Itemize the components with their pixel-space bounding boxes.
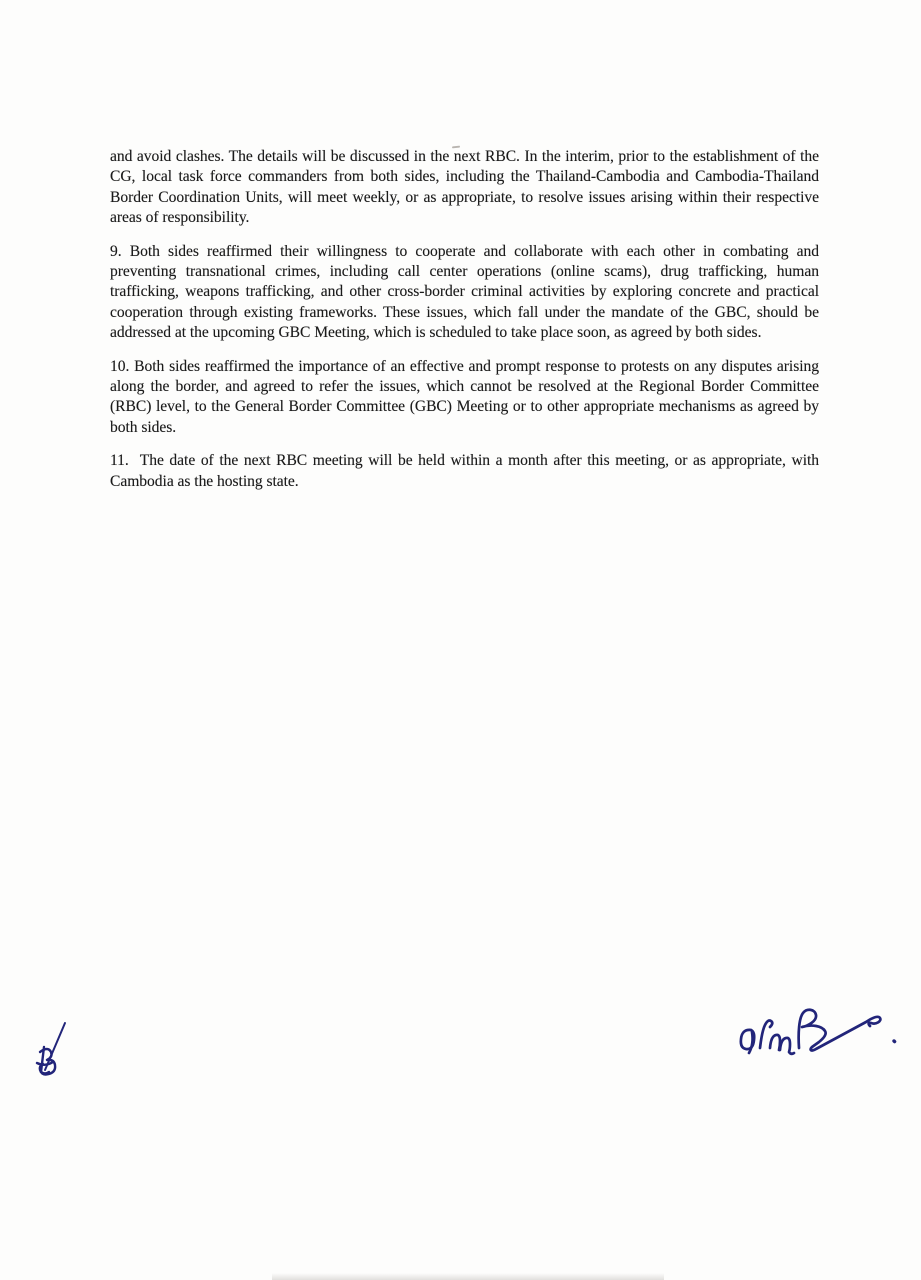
document-text-block xyxy=(110,147,819,505)
paragraph-10: 10. Both sides reaffirmed the importance of an effective and prompt response to protests on any disputes arising along the border, and agreed to refer the issues, which cannot be resolved at the Regional Border Committee (RBC) level, to the General Border Committee (GBC) Meeting or to other appropriate mechanisms as agreed by both sides. xyxy=(110,357,819,436)
scan-edge-shadow xyxy=(272,1273,664,1280)
paragraph-11: 11. The date of the next RBC meeting will be held within a month after this meeting, or as appropriate, with Cambodia as the hosting state. xyxy=(110,452,819,490)
handwritten-initial-left xyxy=(18,1012,128,1097)
paragraph-9: 9. Both sides reaffirmed their willingness to cooperate and collaborate with each other in combating and preventing transnational crimes, including call center operations (online scams), drug trafficking, human trafficking, weapons trafficking, and other cross-border criminal activities by exploring concrete and practical cooperation through existing frameworks. These issues, which fall under the mandate of the GBC, should be addressed at the upcoming GBC Meeting, which is scheduled to take place soon, as agreed by both sides. xyxy=(110,242,819,342)
handwritten-signature-right xyxy=(722,985,921,1080)
paragraph-8-continuation: and avoid clashes. The details will be discussed in the next RBC. In the interim, prior to the establishment of the CG, local task force commanders from both sides, including the Thailand-Cambodia and Cambodia-Thailand Border Coordination Units, will meet weekly, or as appropriate, to resolve issues arising within their respective areas of responsibility. xyxy=(110,148,819,227)
